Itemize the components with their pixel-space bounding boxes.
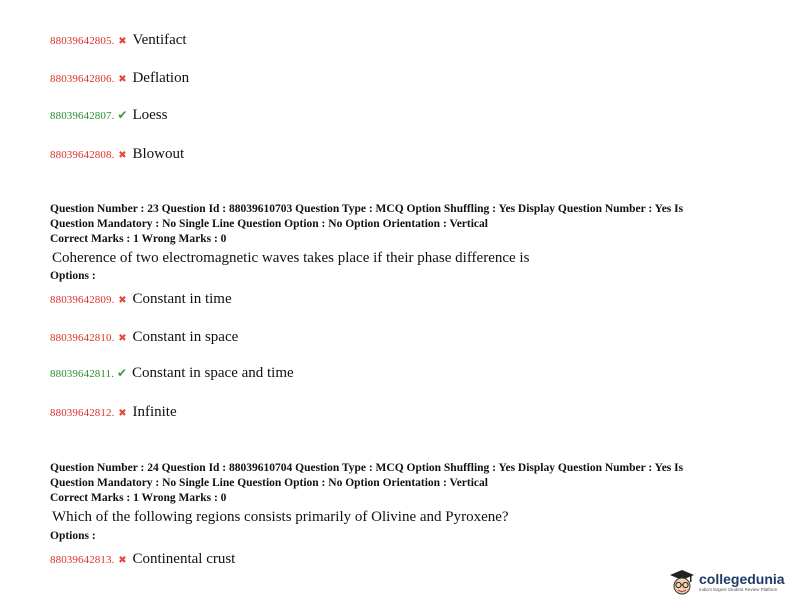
wrong-icon: ✖: [118, 36, 127, 47]
option-row: [50, 551, 235, 571]
wrong-icon: ✖: [118, 408, 127, 419]
option-row: [50, 107, 167, 127]
option-text: Ventifact: [132, 32, 187, 48]
question-meta-line: Question Number : 23 Question Id : 88039610703 Question Type : MCQ Option Shuffling : Yes Display Question Number : Yes Is: [50, 203, 684, 215]
question-marks: Correct Marks : 1 Wrong Marks : 0: [50, 233, 227, 245]
graduate-avatar-icon: [668, 567, 696, 597]
question-meta: [50, 461, 750, 506]
question-meta-line: Question Mandatory : No Single Line Question Option : No Option Orientation : Vertical: [50, 217, 488, 230]
question-text: Which of the following regions consists primarily of Olivine and Pyroxene?: [52, 509, 509, 525]
option-id: 88039642806.: [50, 73, 115, 85]
collegedunia-logo: [668, 565, 786, 599]
option-text: Blowout: [132, 146, 185, 162]
option-row: [50, 70, 189, 90]
options-label: Options :: [50, 530, 96, 542]
option-id: 88039642809.: [50, 294, 115, 306]
wrong-icon: ✖: [118, 555, 127, 566]
question-meta-line: Question Mandatory : No Single Line Question Option : No Option Orientation : Vertical: [50, 476, 488, 489]
options-label: Options :: [50, 270, 96, 282]
option-row: [50, 365, 294, 385]
option-row: [50, 32, 187, 52]
option-row: [50, 329, 238, 349]
option-text: Constant in time: [132, 291, 232, 307]
option-text: Infinite: [132, 404, 177, 420]
option-row: [50, 146, 184, 166]
logo-name: collegedunia: [699, 570, 785, 587]
wrong-icon: ✖: [118, 74, 127, 85]
check-icon: ✔: [117, 366, 128, 380]
wrong-icon: ✖: [118, 295, 127, 306]
check-icon: ✔: [117, 108, 128, 122]
question-marks: Correct Marks : 1 Wrong Marks : 0: [50, 492, 227, 504]
option-id: 88039642812.: [50, 407, 115, 419]
option-text: Continental crust: [132, 551, 236, 567]
question-meta-line: Question Number : 24 Question Id : 88039610704 Question Type : MCQ Option Shuffling : Yes Display Question Number : Yes Is: [50, 462, 684, 474]
option-id: 88039642813.: [50, 554, 115, 566]
wrong-icon: ✖: [118, 150, 127, 161]
option-id: 88039642811.: [50, 368, 115, 380]
option-id: 88039642807.: [50, 110, 115, 122]
wrong-icon: ✖: [118, 333, 127, 344]
question-text: Coherence of two electromagnetic waves takes place if their phase difference is: [52, 250, 530, 266]
option-id: 88039642810.: [50, 332, 115, 344]
option-row: [50, 404, 177, 424]
question-meta: [50, 202, 750, 247]
option-text: Deflation: [132, 70, 190, 86]
option-id: 88039642805.: [50, 35, 115, 47]
logo-tagline: India's largest Student Review Platform: [699, 586, 778, 592]
option-text: Constant in space and time: [132, 365, 294, 381]
option-id: 88039642808.: [50, 149, 115, 161]
option-text: Constant in space: [132, 329, 239, 345]
option-text: Loess: [132, 107, 168, 123]
option-row: [50, 291, 232, 311]
